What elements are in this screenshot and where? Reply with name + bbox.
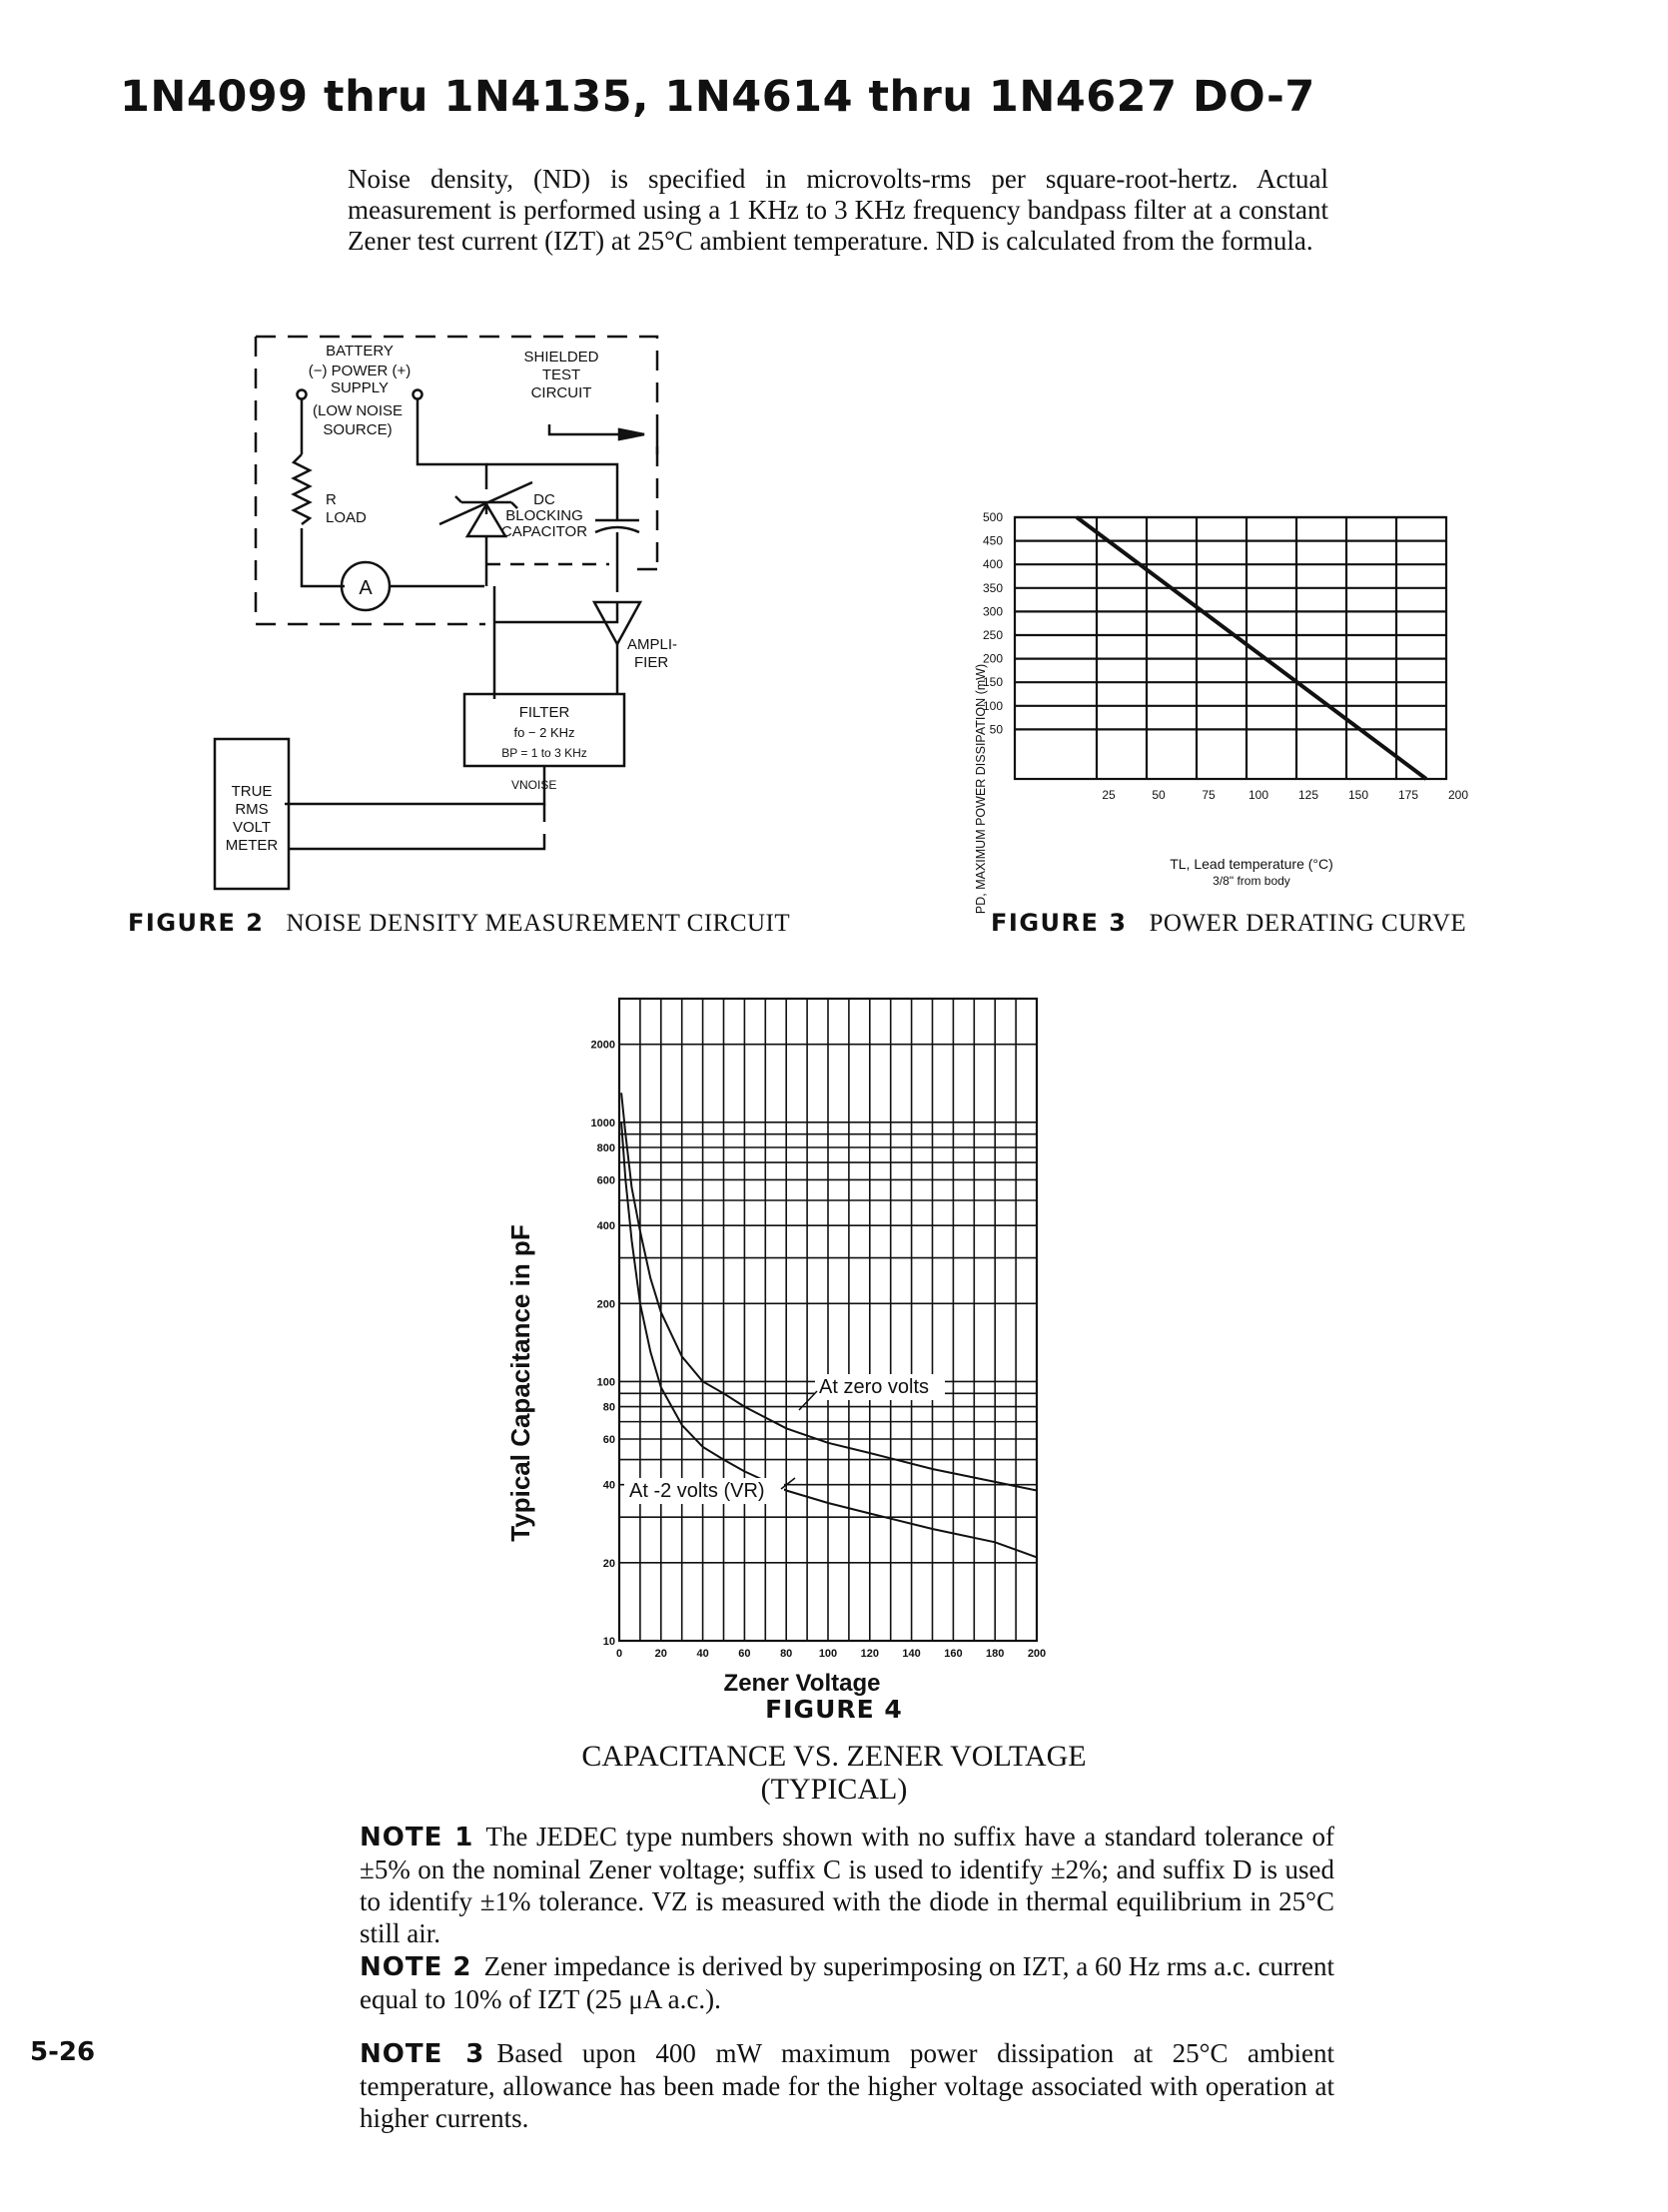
fig3-ytick: 200 [982, 651, 1003, 666]
fig4-xtick: 140 [902, 1648, 921, 1660]
fig3-xtick: 150 [1347, 788, 1369, 802]
fig4-xtick: 100 [818, 1648, 838, 1660]
fig3-ytick: 150 [982, 675, 1003, 690]
fig4-xtick: 80 [780, 1648, 793, 1660]
fig3-ytick: 350 [982, 580, 1003, 595]
derating-line [1077, 517, 1426, 779]
filter-label-2: fo − 2 KHz [513, 725, 575, 740]
note-3-label: NOTE 3 [360, 2039, 485, 2069]
shielded-label-1: SHIELDED [523, 349, 599, 366]
fig3-frame [1015, 517, 1446, 779]
meter-label-4: METER [225, 837, 279, 854]
figure4-label: FIGURE 4 [765, 1695, 903, 1724]
fig4-ytick: 60 [602, 1434, 615, 1447]
battery-label-2: (−) POWER (+) [308, 363, 412, 379]
figure2-caption-text: NOISE DENSITY MEASUREMENT CIRCUIT [286, 910, 791, 937]
meter-label-2: RMS [235, 801, 269, 818]
fig3-xtick: 25 [1102, 788, 1116, 802]
fig3-xtick: 50 [1152, 788, 1166, 802]
page-title: 1N4099 thru 1N4135, 1N4614 thru 1N4627 DO-7 [120, 72, 1315, 122]
fig3-ytick: 300 [982, 604, 1003, 619]
note-1-label: NOTE 1 [360, 1823, 474, 1852]
fig3-xtick: 125 [1297, 788, 1319, 802]
meter-label-1: TRUE [231, 783, 273, 800]
figure4-caption-line1: CAPACITANCE VS. ZENER VOLTAGE [581, 1740, 1087, 1773]
intro-paragraph: Noise density, (ND) is specified in microvolts-rms per square-root-hertz. Actual measurement is performed using a 1 KHz to 3 KHz frequency bandpass filter at a constant Zener test current (IZT) at 25°C ambient temperature. ND is calculated from the formula. [348, 164, 1328, 256]
fig4-ytick: 20 [602, 1557, 615, 1570]
figure4-caption-line2: (TYPICAL) [760, 1773, 908, 1806]
figure2-label: FIGURE 2 [128, 909, 265, 937]
capacitance-chart [499, 994, 1059, 1713]
amplifier-label-2: FIER [634, 654, 669, 671]
fig4-ytick: 100 [596, 1376, 615, 1389]
noise-circuit-diagram [225, 325, 719, 904]
meter-label-3: VOLT [232, 819, 272, 836]
shielded-label-3: CIRCUIT [530, 384, 592, 401]
fig4-ytick: 200 [596, 1298, 615, 1311]
fig4-ytick: 40 [602, 1479, 615, 1492]
figure3-label: FIGURE 3 [991, 909, 1128, 937]
dc-cap-label-1: DC [533, 491, 555, 508]
fig3-xlabel: TL, Lead temperature (°C) [1170, 856, 1333, 872]
fig3-xtick: 200 [1447, 788, 1469, 802]
amplifier-label-1: AMPLI- [627, 636, 678, 653]
r-load-label-2: LOAD [326, 509, 367, 526]
filter-label-1: FILTER [518, 704, 570, 721]
fig4-xtick: 40 [696, 1648, 709, 1660]
dc-cap-label-3: CAPACITOR [500, 523, 588, 540]
fig4-xtick: 200 [1027, 1648, 1047, 1660]
fig4-xlabel: Zener Voltage [723, 1670, 881, 1697]
battery-label-4: (LOW NOISE [312, 402, 404, 419]
figure3-caption-text: POWER DERATING CURVE [1149, 910, 1467, 937]
vnoise-label: VNOISE [511, 778, 557, 792]
fig3-ytick: 500 [982, 510, 1003, 524]
fig3-xtick: 75 [1202, 788, 1216, 802]
battery-label-5: SOURCE) [323, 421, 393, 438]
fig3-ytick: 450 [982, 533, 1003, 548]
fig4-ytick: 1000 [590, 1116, 615, 1129]
figure2-caption [128, 909, 790, 938]
battery-label-3: SUPPLY [330, 379, 390, 396]
fig4-xtick: 160 [944, 1648, 963, 1660]
fig3-xsublabel: 3/8" from body [1213, 874, 1290, 888]
fig3-ytick: 50 [989, 722, 1003, 737]
note-1-text: The JEDEC type numbers shown with no suffix have a standard tolerance of ±5% on the nominal Zener voltage; suffix C is used to identify ±2%; and suffix D is used to identify ±1% tolerance. VZ is measured with the diode in thermal equilibrium in 25°C still air. [360, 1822, 1334, 1948]
fig4-xtick: 20 [654, 1648, 667, 1660]
fig3-ytick: 400 [982, 557, 1003, 572]
fig3-xtick: 175 [1397, 788, 1419, 802]
note-2 [360, 1950, 1334, 2015]
fig4-ytick: 2000 [590, 1039, 615, 1052]
fig4-ytick: 600 [596, 1174, 615, 1187]
shielded-label-2: TEST [541, 367, 581, 383]
fig4-xtick: 0 [615, 1648, 623, 1660]
note-3 [360, 2037, 1334, 2134]
fig4-ytick: 80 [602, 1401, 615, 1414]
fig3-xtick: 100 [1248, 788, 1269, 802]
series-label-zero: At zero volts [819, 1376, 930, 1398]
fig4-ytick: 800 [596, 1142, 615, 1155]
series-label-neg2: At -2 volts (VR) [629, 1480, 765, 1502]
note-3-text: Based upon 400 mW maximum power dissipation at 25°C ambient temperature, allowance has been made for the higher voltage associated with operation at higher currents. [360, 2038, 1334, 2133]
note-1 [360, 1821, 1334, 1949]
battery-label-1: BATTERY [326, 343, 394, 360]
figure3-caption [991, 909, 1466, 938]
power-derating-chart [967, 504, 1536, 915]
fig4-ytick: 400 [596, 1220, 615, 1233]
page-number: 5-26 [30, 2037, 96, 2067]
filter-label-3: BP = 1 to 3 KHz [501, 746, 587, 760]
dc-cap-label-2: BLOCKING [505, 507, 583, 524]
fig4-ytick: 10 [602, 1636, 615, 1648]
note-2-label: NOTE 2 [360, 1952, 472, 1982]
fig4-xtick: 120 [860, 1648, 879, 1660]
r-load-label-1: R [326, 491, 337, 508]
fig3-ylabel: PD, MAXIMUM POWER DISSIPATION (mW) [974, 663, 988, 915]
fig3-ytick: 100 [982, 698, 1003, 713]
note-2-text: Zener impedance is derived by superimposing on IZT, a 60 Hz rms a.c. current equal to 10% of IZT (25 μA a.c.). [360, 1951, 1334, 2014]
ammeter-label: A [359, 577, 373, 599]
fig4-xtick: 180 [986, 1648, 1005, 1660]
fig4-xtick: 60 [738, 1648, 751, 1660]
fig4-ylabel: Typical Capacitance in pF [505, 1224, 535, 1542]
fig3-ytick: 250 [982, 628, 1003, 642]
